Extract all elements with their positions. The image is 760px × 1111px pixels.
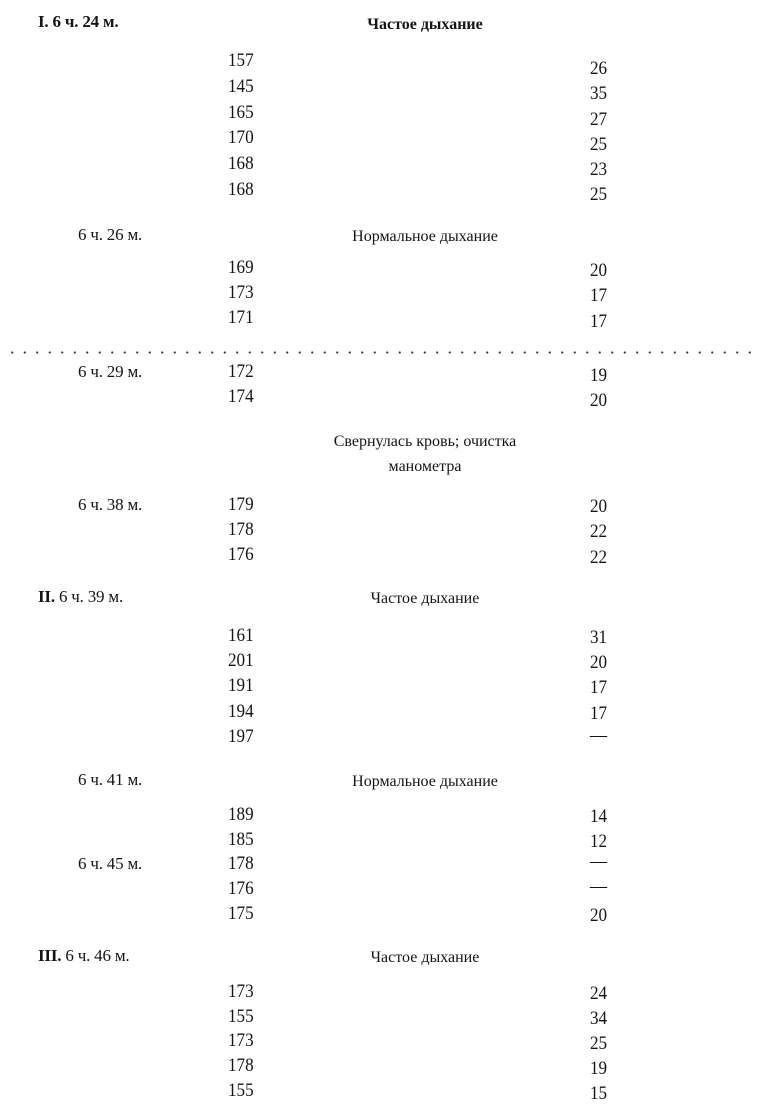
pressure-value: 185 (228, 829, 254, 850)
series-time-label: III. 6 ч. 46 м. (38, 946, 130, 965)
pressure-value: 178 (228, 519, 254, 540)
pressure-value: 175 (228, 903, 254, 924)
time-label: 6 ч. 45 м. (78, 854, 143, 873)
respiration-value: 20 (590, 260, 608, 281)
respiration-value: 22 (590, 521, 608, 542)
pressure-value: 178 (228, 853, 254, 874)
respiration-value: 25 (590, 1033, 608, 1054)
respiration-value: 14 (590, 806, 608, 827)
respiration-value: 17 (590, 285, 608, 306)
pressure-value: 173 (228, 981, 254, 1002)
pressure-value: 172 (228, 361, 254, 382)
pressure-value: 194 (228, 701, 254, 722)
dotted-separator (6, 351, 754, 354)
respiration-value: 12 (590, 831, 608, 852)
respiration-value: 17 (590, 677, 608, 698)
pressure-value: 176 (228, 878, 254, 899)
pressure-value: 169 (228, 257, 254, 278)
respiration-value: 19 (590, 365, 608, 386)
time-label: 6 ч. 26 м. (78, 225, 143, 244)
pressure-value: 201 (228, 650, 254, 671)
respiration-value: — (590, 876, 608, 897)
pressure-value: 161 (228, 625, 254, 646)
respiration-value: 20 (590, 652, 608, 673)
series-time-label: II. 6 ч. 39 м. (38, 587, 124, 606)
pressure-value: 176 (228, 544, 254, 565)
respiration-value: 20 (590, 905, 608, 926)
respiration-value: 25 (590, 184, 608, 205)
respiration-value: 20 (590, 390, 608, 411)
respiration-value: 24 (590, 983, 608, 1004)
pressure-value: 173 (228, 282, 254, 303)
respiration-value: 17 (590, 311, 608, 332)
time-label: 6 ч. 29 м. (78, 362, 143, 381)
pressure-value: 155 (228, 1080, 254, 1101)
pressure-value: 179 (228, 494, 254, 515)
series-time-label: I. 6 ч. 24 м. (38, 12, 119, 31)
phase-heading: Нормальное дыхание (352, 773, 498, 790)
respiration-value: 26 (590, 58, 608, 79)
respiration-value: 23 (590, 159, 608, 180)
pressure-value: 171 (228, 307, 254, 328)
note-line: манометра (388, 458, 462, 475)
time-label: 6 ч. 41 м. (78, 770, 143, 789)
respiration-value: 31 (590, 627, 608, 648)
time-label: 6 ч. 38 м. (78, 495, 143, 514)
respiration-value: — (590, 851, 608, 872)
pressure-value: 197 (228, 726, 254, 747)
pressure-value: 191 (228, 675, 254, 696)
pressure-value: 173 (228, 1030, 254, 1051)
pressure-value: 178 (228, 1055, 254, 1076)
phase-heading: Частое дыхание (370, 949, 480, 966)
respiration-value: — (590, 725, 608, 746)
phase-heading: Частое дыхание (370, 590, 480, 607)
respiration-value: 20 (590, 496, 608, 517)
respiration-value: 22 (590, 547, 608, 568)
pressure-value: 165 (228, 102, 254, 123)
pressure-value: 145 (228, 76, 254, 97)
respiration-value: 19 (590, 1058, 608, 1079)
note-line: Свернулась кровь; очистка (333, 433, 517, 450)
pressure-value: 168 (228, 179, 254, 200)
respiration-value: 27 (590, 109, 608, 130)
phase-heading: Нормальное дыхание (352, 228, 498, 245)
respiration-value: 15 (590, 1083, 608, 1104)
pressure-value: 168 (228, 153, 254, 174)
respiration-value: 34 (590, 1008, 608, 1029)
phase-heading: Частое дыхание (367, 16, 483, 33)
respiration-value: 35 (590, 83, 608, 104)
pressure-value: 155 (228, 1006, 254, 1027)
pressure-value: 157 (228, 50, 254, 71)
pressure-value: 174 (228, 386, 254, 407)
respiration-value: 25 (590, 134, 608, 155)
respiration-value: 17 (590, 703, 608, 724)
pressure-value: 170 (228, 127, 254, 148)
pressure-value: 189 (228, 804, 254, 825)
